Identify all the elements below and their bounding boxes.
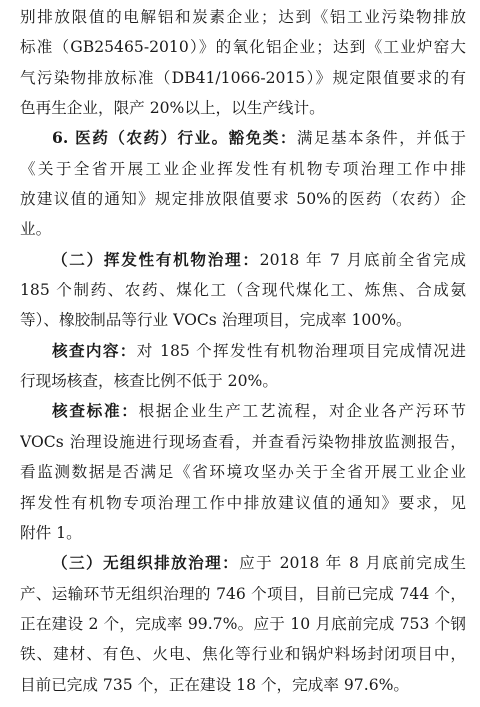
bold-text-segment: （三）无组织排放治理： [52,553,240,573]
text-line [20,670,466,700]
bold-text-segment: 核查内容： [52,340,137,360]
text-segment: 应于 2018 年 8 月底前完成生 [239,554,466,573]
text-line [20,305,466,335]
text-segment: 正在建设 2 个，完成率 99.7%。应于 10 月底前完成 753 个钢 [20,614,466,633]
text-line [20,396,466,426]
text-segment: 《关于全省开展工业企业挥发性有机物专项治理工作中排 [20,159,466,178]
text-line [20,488,466,518]
text-line [20,93,466,123]
text-line [20,2,466,32]
text-line [20,63,466,93]
text-line [20,548,466,578]
text-segment: 根据企业生产工艺流程，对企业各产污环节 [138,402,466,421]
text-line [20,214,466,244]
text-segment: 185 个制药、农药、煤化工（含现代煤化工、炼焦、合成氨 [20,281,466,300]
text-line [20,245,466,275]
text-line [20,427,466,457]
text-line [20,336,466,366]
text-segment: 业。 [20,220,52,239]
text-segment: 色再生企业，限产 20%以上，以生产线计。 [20,99,325,118]
text-segment: 行现场核查，核查比例不低于 20%。 [20,372,278,391]
text-segment: 放建议值的通知》规定排放限值要求 50%的医药（农药）企 [20,190,466,209]
bold-text-segment: 6. 医药（农药）行业。豁免类： [52,128,297,148]
text-line [20,518,466,548]
text-segment: VOCs 治理设施进行现场查看，并查看污染物排放监测报告， [20,432,466,451]
text-segment: 看监测数据是否满足《省环境攻坚办关于全省开展工业企业 [20,463,466,482]
text-line [20,123,466,153]
text-line [20,457,466,487]
text-segment: 铁、建材、有色、火电、焦化等行业和锅炉料场封闭项目中， [20,645,466,664]
text-segment: 对 185 个挥发性有机物治理项目完成情况进 [136,341,466,360]
text-segment: 目前已完成 735 个，正在建设 18 个，完成率 97.6%。 [20,675,410,694]
text-segment: 2018 年 7 月底前全省完成 [259,250,466,269]
text-segment: 标准（GB25465-2010）》的氧化铝企业；达到《工业炉窑大 [20,38,466,57]
text-segment: 等）、橡胶制品等行业 VOCs 治理项目，完成率 100%。 [20,311,412,330]
text-segment: 附件 1。 [20,523,82,542]
text-line [20,184,466,214]
text-segment: 别排放限值的电解铝和炭素企业；达到《铝工业污染物排放 [20,8,466,26]
text-line [20,609,466,639]
text-line [20,579,466,609]
text-segment: 产、运输环节无组织治理的 746 个项目，目前已完成 744 个， [20,584,466,603]
text-segment: 满足基本条件，并低于 [296,129,466,148]
bold-text-segment: 核查标准： [52,401,139,421]
text-line [20,154,466,184]
text-line [20,639,466,669]
bold-text-segment: （二）挥发性有机物治理： [52,249,260,269]
text-segment: 挥发性有机物专项治理工作中排放建议值的通知》要求，见 [20,493,466,512]
text-line [20,275,466,305]
text-segment: 气污染物排放标准（DB41/1066-2015）》规定限值要求的有 [20,68,466,87]
text-line [20,366,466,396]
text-line [20,32,466,62]
